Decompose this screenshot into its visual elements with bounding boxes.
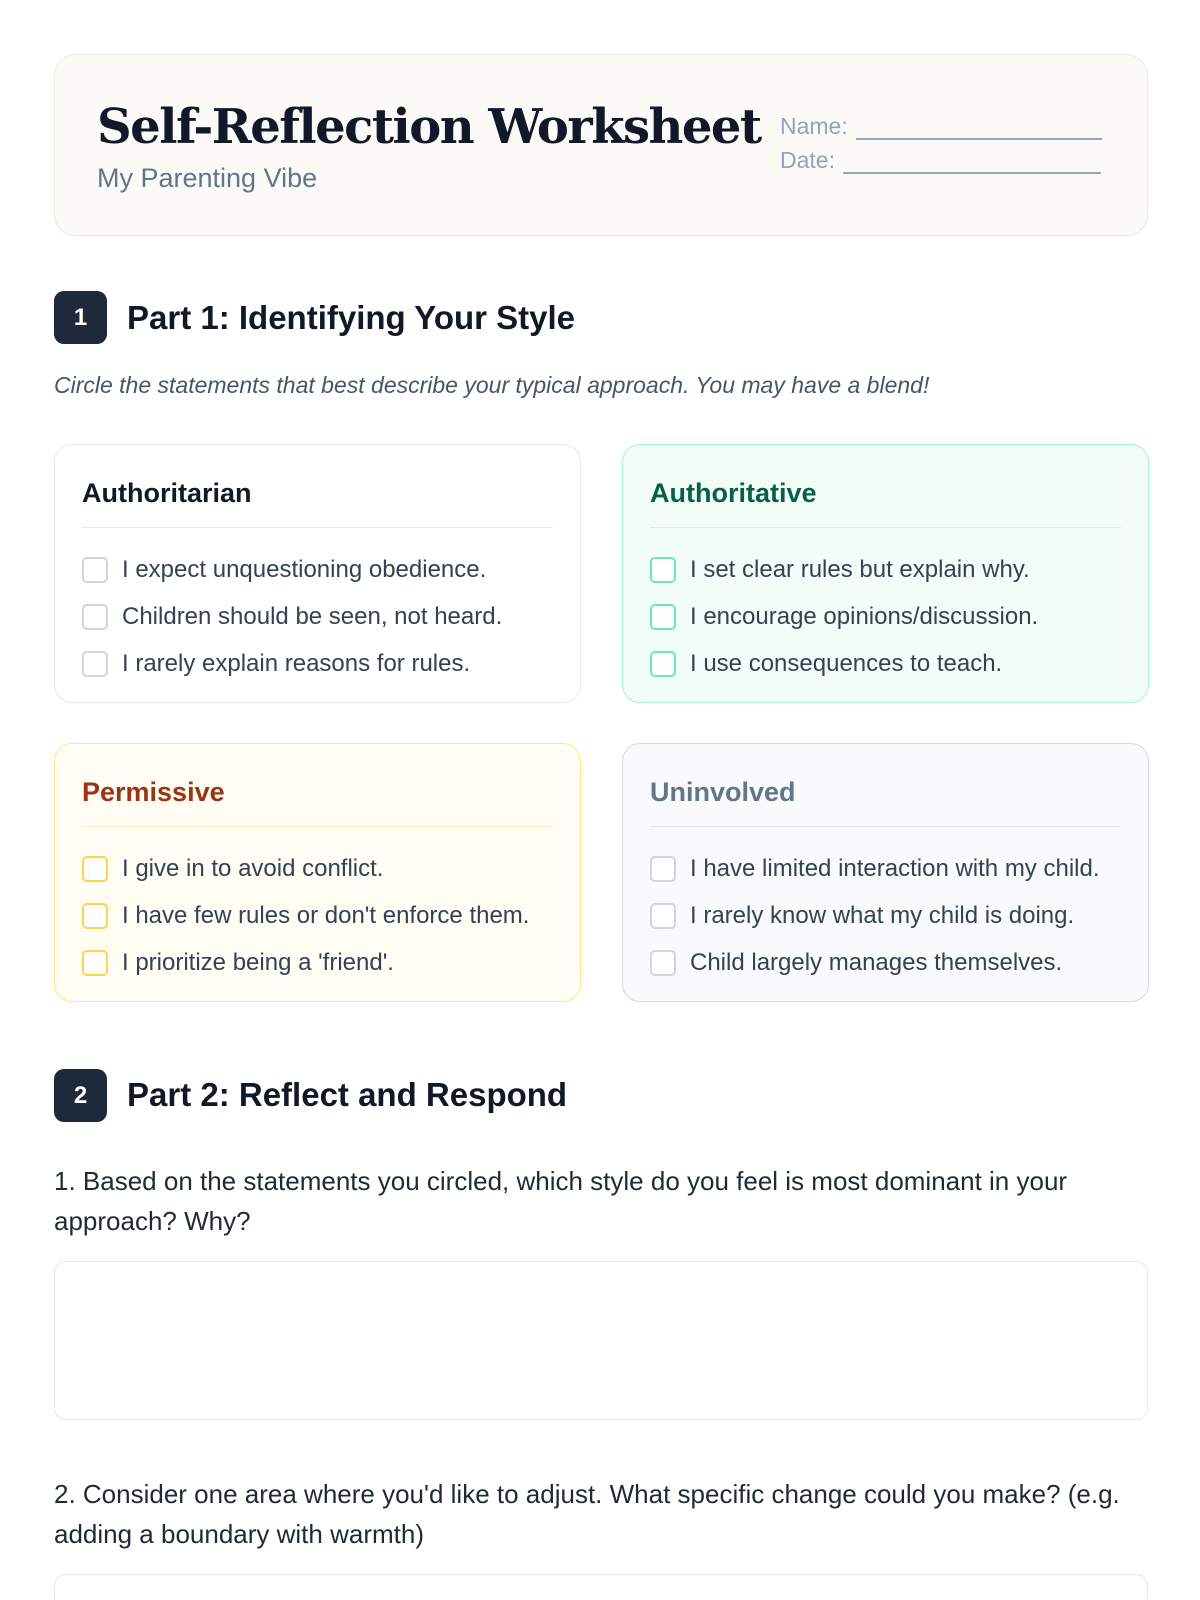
part-1-title: Part 1: Identifying Your Style [127,299,576,336]
part-2-badge: 2 [54,1069,107,1122]
question-2: 2. Consider one area where you'd like to adjust. What specific change could you make? (e.g. adding a boundary with warmth) [54,1479,1120,1549]
name-line[interactable] [856,120,1102,140]
statement-item[interactable] [82,640,502,687]
statement-item[interactable] [82,546,502,593]
checkbox[interactable] [82,950,108,976]
checkbox[interactable] [82,557,108,583]
statement-text: I encourage opinions/discussion. [690,602,1039,630]
statement-text: I expect unquestioning obedience. [122,555,487,583]
style-card-title: Permissive [82,777,225,807]
divider [82,826,553,827]
statement-item[interactable] [650,546,1038,593]
style-card-authoritative [622,444,1149,703]
statement-text: I have few rules or don't enforce them. [122,901,530,929]
statement-text: I prioritize being a 'friend'. [122,948,394,976]
statement-item[interactable] [650,892,1100,939]
statement-item[interactable] [82,593,502,640]
part-1-instruction: Circle the statements that best describe your typical approach. You may have a blend! [54,372,930,398]
name-label: Name: [780,113,848,139]
worksheet-header [54,54,1148,236]
checkbox[interactable] [650,557,676,583]
date-line[interactable] [843,154,1101,174]
part-2-title: Part 2: Reflect and Respond [127,1076,568,1113]
checkbox[interactable] [650,604,676,630]
statement-text: I set clear rules but explain why. [690,555,1030,583]
divider [650,527,1121,528]
style-card-authoritarian [54,444,581,703]
checkbox[interactable] [650,651,676,677]
worksheet-subtitle: My Parenting Vibe [97,163,318,193]
style-card-title: Authoritarian [82,478,252,508]
statement-text: Child largely manages themselves. [690,948,1063,976]
statement-item[interactable] [650,939,1100,986]
statement-text: I give in to avoid conflict. [122,854,384,882]
checkbox[interactable] [82,856,108,882]
question-1: 1. Based on the statements you circled, which style do you feel is most dominant in your approach? Why? [54,1166,1068,1236]
answer-box-1[interactable] [54,1261,1148,1420]
statement-text: I rarely explain reasons for rules. [122,649,471,677]
checkbox[interactable] [82,651,108,677]
statement-text: I have limited interaction with my child. [690,854,1100,882]
statement-item[interactable] [650,845,1100,892]
style-card-uninvolved [622,743,1149,1002]
statement-text: I use consequences to teach. [690,649,1003,677]
style-card-title: Uninvolved [650,777,796,807]
checkbox[interactable] [650,903,676,929]
statement-item[interactable] [82,892,529,939]
statement-text: Children should be seen, not heard. [122,602,503,630]
answer-box-2[interactable] [54,1574,1148,1600]
statement-item[interactable] [650,593,1038,640]
divider [82,527,553,528]
checkbox[interactable] [82,604,108,630]
checkbox[interactable] [82,903,108,929]
worksheet-title: Self-Reflection Worksheet [97,99,761,155]
name-field[interactable] [780,113,1102,140]
checkbox[interactable] [650,856,676,882]
statement-item[interactable] [82,845,529,892]
date-label: Date: [780,147,835,173]
checkbox[interactable] [650,950,676,976]
statement-item[interactable] [650,640,1038,687]
style-card-permissive [54,743,581,1002]
divider [650,826,1121,827]
part-1-badge: 1 [54,291,107,344]
statement-item[interactable] [82,939,529,986]
style-card-title: Authoritative [650,478,817,508]
date-field[interactable] [780,147,1101,174]
statement-text: I rarely know what my child is doing. [690,901,1075,929]
